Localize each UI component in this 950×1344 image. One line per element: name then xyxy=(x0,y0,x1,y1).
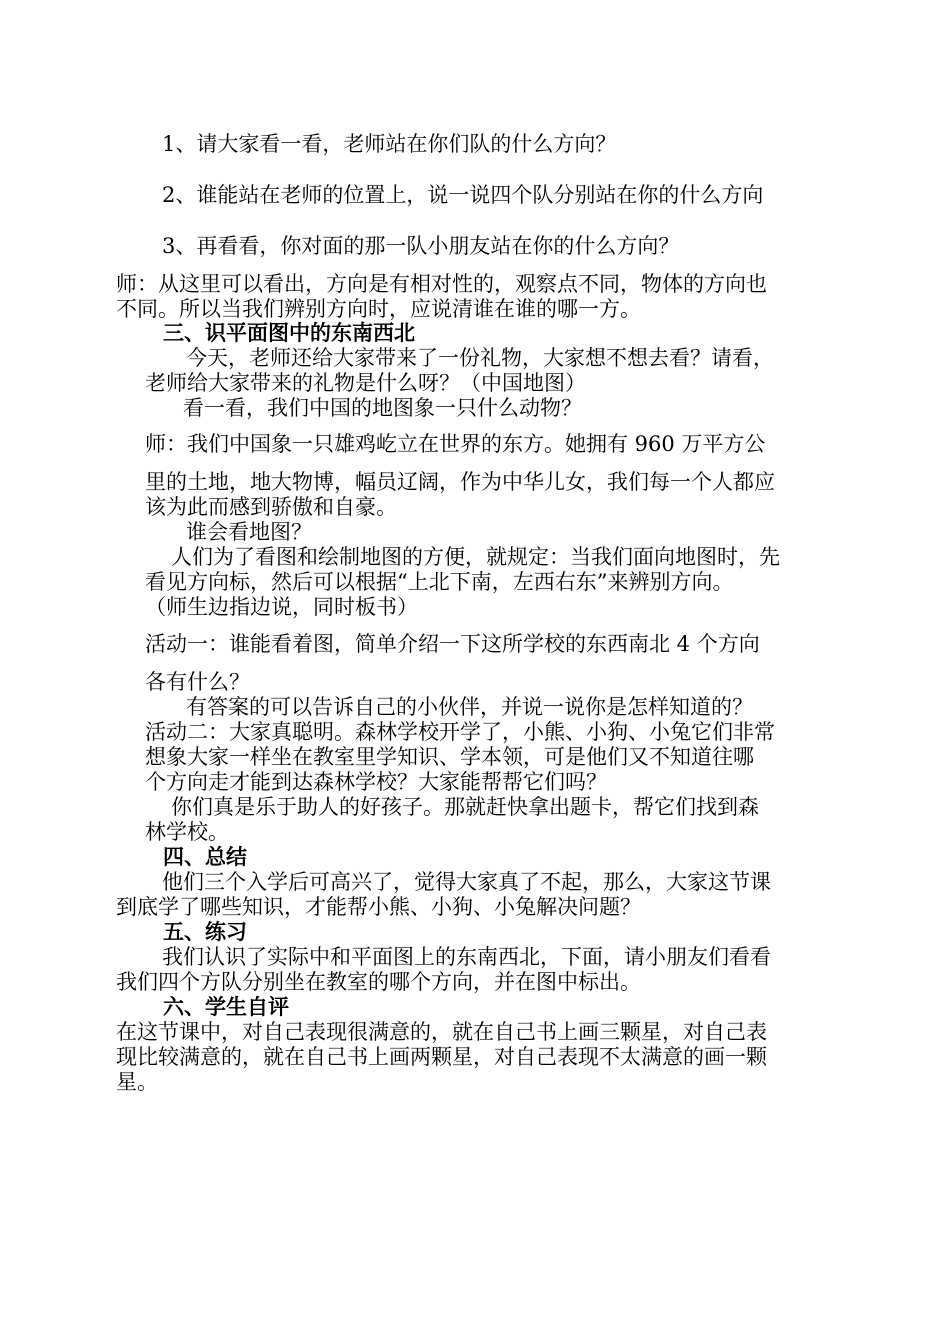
question-2: 2、谁能站在老师的位置上，说一说四个队分别站在你的什么方向 xyxy=(162,183,764,207)
para-gift-line-1: 今天，老师还给大家带来了一份礼物，大家想不想去看？请看， xyxy=(186,346,774,370)
para-selfeval-line-2: 现比较满意的，就在自己书上画两颗星，对自己表现不太满意的画一颗 xyxy=(116,1045,767,1069)
para-rule-line-1: 人们为了看图和绘制地图的方便，就规定：当我们面向地图时，先 xyxy=(171,545,780,569)
para-selfeval-line-3: 星。 xyxy=(116,1070,158,1094)
para-activity2-line-2: 想象大家一样坐在教室里学知识、学本领，可是他们又不知道往哪 xyxy=(145,745,754,769)
para-rooster-line-3: 该为此而感到骄傲和自豪。 xyxy=(145,495,397,519)
para-help-line-2: 林学校。 xyxy=(145,820,229,844)
section-heading-6: 六、学生自评 xyxy=(163,995,289,1019)
para-rule-line-2: 看见方向标，然后可以根据“上北下南，左西右东”来辨别方向。 xyxy=(145,570,734,594)
section-heading-5: 五、练习 xyxy=(163,920,247,944)
para-activity1-line-2: 各有什么？ xyxy=(145,670,250,694)
para-gift-line-2: 老师给大家带来的礼物是什么呀？（中国地图） xyxy=(145,371,586,395)
para-activity2-line-3: 个方向走才能到达森林学校？大家能帮帮它们吗？ xyxy=(145,770,607,794)
para-answer: 有答案的可以告诉自己的小伙伴，并说一说你是怎样知道的？ xyxy=(186,695,753,719)
para-practice-line-2: 我们四个方队分别坐在教室的哪个方向，并在图中标出。 xyxy=(116,970,641,994)
para-who: 谁会看地图？ xyxy=(186,520,312,544)
para-rooster-line-2: 里的土地，地大物博，幅员辽阔，作为中华儿女，我们每一个人都应 xyxy=(145,470,775,494)
para-activity1-line-1: 活动一：谁能看着图，简单介绍一下这所学校的东西南北 4 个方向 xyxy=(145,632,760,656)
para-rooster-line-1: 师：我们中国象一只雄鸡屹立在世界的东方。她拥有 960 万平方公 xyxy=(145,432,766,456)
para-practice-line-1: 我们认识了实际中和平面图上的东南西北，下面，请小朋友们看看 xyxy=(162,945,771,969)
para-direction-line-1: 师：从这里可以看出，方向是有相对性的，观察点不同，物体的方向也 xyxy=(116,272,767,296)
para-summary-line-1: 他们三个入学后可高兴了，觉得大家真了不起，那么，大家这节课 xyxy=(162,870,771,894)
para-look: 看一看，我们中国的地图象一只什么动物？ xyxy=(183,396,582,420)
question-3: 3、再看看，你对面的那一队小朋友站在你的什么方向？ xyxy=(162,234,680,258)
para-activity2-line-1: 活动二：大家真聪明。森林学校开学了，小熊、小狗、小兔它们非常 xyxy=(145,720,775,744)
para-rule-line-3: （师生边指边说，同时板书） xyxy=(145,595,418,619)
question-1: 1、请大家看一看，老师站在你们队的什么方向？ xyxy=(162,132,617,156)
para-direction-line-2: 不同。所以当我们辨别方向时，应说清谁在谁的哪一方。 xyxy=(116,297,641,321)
para-selfeval-line-1: 在这节课中，对自己表现很满意的，就在自己书上画三颗星，对自己表 xyxy=(116,1020,767,1044)
section-heading-3: 三、识平面图中的东南西北 xyxy=(163,321,415,345)
para-help-line-1: 你们真是乐于助人的好孩子。那就赶快拿出题卡，帮它们找到森 xyxy=(171,795,759,819)
para-summary-line-2: 到底学了哪些知识，才能帮小熊、小狗、小兔解决问题？ xyxy=(116,895,641,919)
section-heading-4: 四、总结 xyxy=(163,845,247,869)
